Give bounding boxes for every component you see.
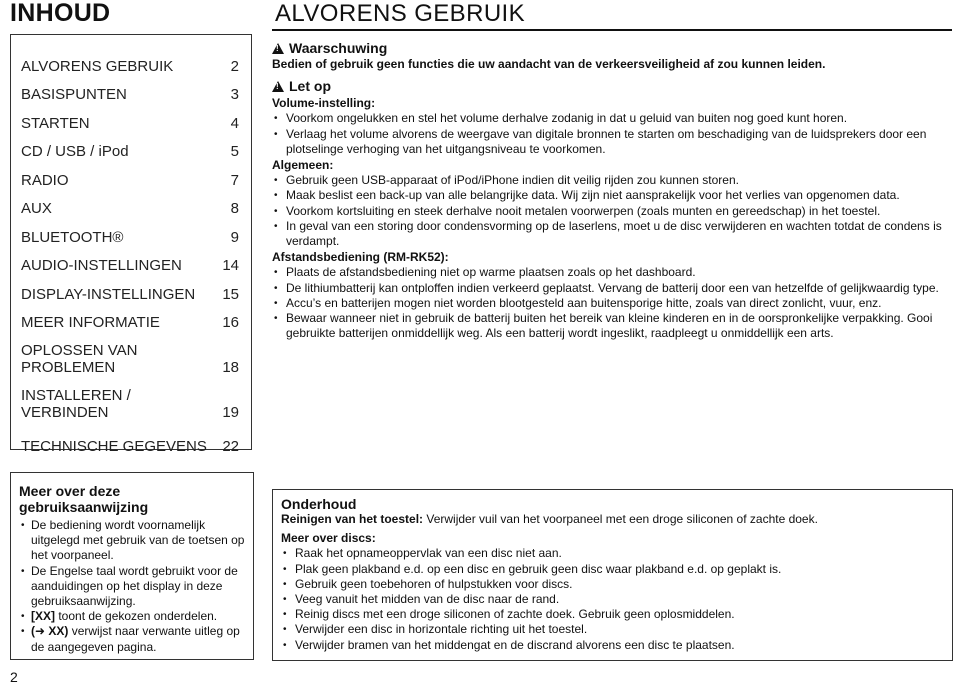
toc-item-page: 16: [222, 314, 239, 331]
list-item: • Gebruik geen USB-apparaat of iPod/iPhone indien dit veilig rijden zou kunnen storen.: [272, 173, 952, 188]
toc-item[interactable]: [21, 75, 239, 104]
toc-item-label: CD / USB / iPod: [21, 143, 129, 160]
toc-item[interactable]: [21, 103, 239, 132]
toc-item[interactable]: [21, 160, 239, 189]
remote-list: [272, 265, 952, 341]
cleaning-paragraph: [281, 512, 944, 527]
volume-list: [272, 111, 952, 157]
cleaning-label: Reinigen van het toestel:: [281, 512, 424, 526]
manual-info-box: [10, 472, 254, 660]
toc-item-label: AUX: [21, 200, 52, 217]
toc-item[interactable]: [21, 331, 239, 376]
toc-item-label: DISPLAY-INSTELLINGEN: [21, 285, 196, 303]
list-item: • Voorkom kortsluiting en steek derhalve nooit metalen voorwerpen (zoals munten en gereedschap) in het toestel.: [272, 204, 952, 219]
list-item: • In geval van een storing door condensvorming op de laserlens, moet u de disc verwijderen en wachten totdat de condens is verdampt.: [272, 219, 952, 249]
toc-item-page: 14: [222, 257, 239, 274]
toc-item[interactable]: [21, 132, 239, 161]
list-item-text: toont de gekozen onderdelen.: [55, 609, 218, 624]
caution-title: Let op: [289, 78, 331, 95]
manual-info-title: Meer over deze gebruiksaanwijzing: [19, 483, 149, 515]
toc-item[interactable]: [21, 246, 239, 275]
toc-list: [21, 46, 239, 455]
toc-item-page: 2: [230, 57, 239, 75]
toc-item[interactable]: [21, 46, 239, 75]
warning-heading: [272, 40, 952, 57]
list-item: • Accu’s en batterijen mogen niet worden blootgesteld aan buitensporige hitte, zoals van direct zonlicht, vuur, enz.: [272, 296, 952, 311]
toc-item[interactable]: [21, 376, 239, 421]
cleaning-text: Verwijder vuil van het voorpaneel met een droge siliconen of zachte doek.: [423, 512, 818, 526]
warning-icon: [272, 43, 284, 54]
volume-heading: Volume-instelling:: [272, 96, 376, 111]
maintenance-box: [272, 489, 953, 661]
code-label: (➜ XX): [31, 624, 69, 639]
code-label: [XX]: [31, 609, 55, 624]
toc-item-label: RADIO: [21, 171, 69, 189]
toc-item[interactable]: [21, 303, 239, 332]
list-item: • Bewaar wanneer niet in gebruik de batterij buiten het bereik van kleine kinderen en in de oorspronkelijke verpakking. Gooi gebruikte batterijen onmiddellijk weg. Als een batterij wordt ingeslikt, raadpleegt u onmiddellijk een arts.: [272, 311, 952, 341]
toc-item-page: 18: [222, 359, 239, 376]
list-item: • Verwijder bramen van het middengat en de discrand alvorens een disc te plaatsen.: [281, 638, 944, 653]
toc-item-page: 3: [230, 86, 239, 103]
toc-item-label: MEER INFORMATIE: [21, 314, 160, 331]
maintenance-title: Onderhoud: [281, 496, 357, 512]
list-item: • Veeg vanuit het midden van de disc naar de rand.: [281, 592, 944, 607]
discs-heading: Meer over discs:: [281, 531, 376, 546]
toc-item-label: BASISPUNTEN: [21, 86, 127, 103]
warning-text: Bedien of gebruik geen functies die uw aandacht van de verkeersveiligheid af zou kunnen leiden.: [272, 57, 826, 71]
warning-title: Waarschuwing: [289, 40, 388, 56]
toc-item[interactable]: [21, 274, 239, 303]
toc-title: INHOUD: [10, 0, 111, 27]
list-item: • Voorkom ongelukken en stel het volume derhalve zodanig in dat u geluid van buiten nog goed kunt horen.: [272, 111, 952, 126]
manual-info-list: [19, 518, 245, 655]
toc-item[interactable]: [21, 189, 239, 218]
toc-item-label: INSTALLEREN / VERBINDEN: [21, 387, 131, 421]
toc-item-label: TECHNISCHE GEGEVENS: [21, 438, 207, 455]
toc-item-label: AUDIO-INSTELLINGEN: [21, 257, 182, 274]
toc-item-label: STARTEN: [21, 114, 90, 132]
list-item: • Verlaag het volume alvorens de weergave van digitale bronnen te starten om beschadiging van de luidsprekers door een plotselinge verhoging van het uitgangsniveau te voorkomen.: [272, 127, 952, 157]
section-title: ALVORENS GEBRUIK: [275, 0, 526, 27]
toc-item-page: 8: [230, 200, 239, 217]
toc-item-page: 4: [230, 114, 239, 132]
toc-item-label: OPLOSSEN VAN PROBLEMEN: [21, 342, 138, 376]
toc-item-page: 5: [230, 143, 239, 160]
toc-item-page: 9: [230, 228, 239, 246]
toc-item-page: 19: [222, 404, 239, 421]
toc-item[interactable]: [21, 421, 239, 455]
list-item: • De lithiumbatterij kan ontploffen indien verkeerd geplaatst. Vervang de batterij door een van hetzelfde of gelijkwaardig type.: [272, 281, 952, 296]
toc-item-page: 7: [230, 171, 239, 189]
title-divider: [272, 29, 952, 31]
remote-heading: Afstandsbediening (RM-RK52):: [272, 250, 449, 265]
list-item: • Raak het opnameoppervlak van een disc niet aan.: [281, 546, 944, 561]
toc-item-page: 15: [222, 285, 239, 303]
list-item: • Gebruik geen toebehoren of hulpstukken voor discs.: [281, 577, 944, 592]
toc-item-label: BLUETOOTH®: [21, 228, 124, 246]
general-heading: Algemeen:: [272, 158, 334, 173]
list-item-text: verwijst naar verwante uitleg op de aangegeven pagina.: [31, 624, 240, 654]
list-item: [19, 609, 245, 624]
list-item: • Reinig discs met een droge siliconen of zachte doek. Gebruik geen oplosmiddelen.: [281, 607, 944, 622]
toc-item[interactable]: [21, 217, 239, 246]
list-item: • Plak geen plakband e.d. op een disc en gebruik geen disc waar plakband e.d. op geplakt is.: [281, 562, 944, 577]
main-content: [272, 40, 952, 341]
toc-item-label: ALVORENS GEBRUIK: [21, 57, 174, 75]
caution-heading: [272, 78, 952, 95]
page-number: 2: [10, 669, 18, 685]
toc-item-page: 22: [222, 438, 239, 455]
caution-icon: [272, 81, 284, 92]
list-item: • De Engelse taal wordt gebruikt voor de aanduidingen op het display in deze gebruiksaanwijzing.: [19, 564, 245, 610]
list-item: • Maak beslist een back-up van alle belangrijke data. Wij zijn niet aansprakelijk voor het verlies van opgenomen data.: [272, 188, 952, 203]
list-item: [19, 624, 245, 654]
list-item: • Plaats de afstandsbediening niet op warme plaatsen zoals op het dashboard.: [272, 265, 952, 280]
list-item: • Verwijder een disc in horizontale richting uit het toestel.: [281, 622, 944, 637]
general-list: [272, 173, 952, 249]
discs-list: [281, 546, 944, 652]
list-item: • De bediening wordt voornamelijk uitgelegd met gebruik van de toetsen op het voorpaneel.: [19, 518, 245, 564]
